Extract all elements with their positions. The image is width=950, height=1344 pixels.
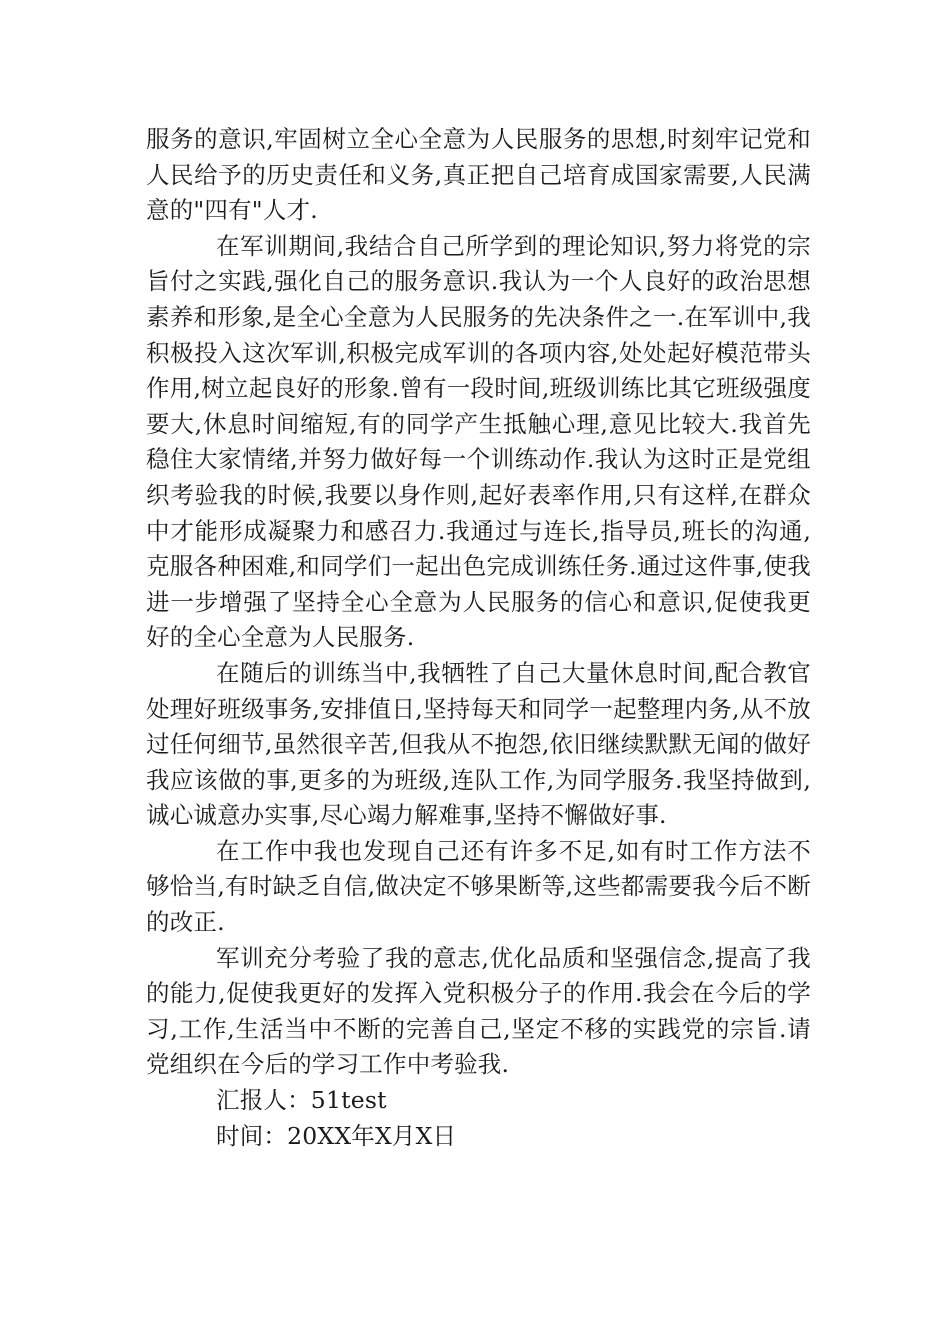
paragraph-continuation: 服务的意识,牢固树立全心全意为人民服务的思想,时刻牢记党和人民给予的历史责任和义务,真正把自己培育成国家需要,人民满意的"四有"人才. (146, 125, 811, 225)
reporter-line: 汇报人：51test (216, 1086, 387, 1115)
paragraph-shortcomings: 在工作中我也发现自己还有许多不足,如有时工作方法不够恰当,有时缺乏自信,做决定不够果断等,这些都需要我今后不断的改正. (146, 836, 811, 937)
paragraph-subsequent-training: 在随后的训练当中,我牺牲了自己大量休息时间,配合教官处理好班级事务,安排值日,坚持每天和同学一起整理内务,从不放过任何细节,虽然很辛苦,但我从不抱怨,依旧继续默默无闻的做好我应该做的事,更多的为班级,连队工作,为同学服务.我坚持做到,诚心诚意办实事,尽心竭力解难事,坚持不懈做好事. (146, 658, 811, 830)
paragraph-military-training: 在军训期间,我结合自己所学到的理论知识,努力将党的宗旨付之实践,强化自己的服务意识.我认为一个人良好的政治思想素养和形象,是全心全意为人民服务的先决条件之一.在军训中,我积极投入这次军训,积极完成军训的各项内容,处处起好模范带头作用,树立起良好的形象.曾有一段时间,班级训练比其它班级强度要大,休息时间缩短,有的同学产生抵触心理,意见比较大.我首先稳住大家情绪,并努力做好每一个训练动作.我认为这时正是党组织考验我的时候,我要以身作则,起好表率作用,只有这样,在群众中才能形成凝聚力和感召力.我通过与连长,指导员,班长的沟通,克服各种困难,和同学们一起出色完成训练任务.通过这件事,使我进一步增强了坚持全心全意为人民服务的信心和意识,促使我更好的全心全意为人民服务. (146, 231, 811, 652)
date-line: 时间：20XX年X月X日 (216, 1121, 457, 1150)
paragraph-conclusion: 军训充分考验了我的意志,优化品质和坚强信念,提高了我的能力,促使我更好的发挥入党积极分子的作用.我会在今后的学习,工作,生活当中不断的完善自己,坚定不移的实践党的宗旨.请党组织在今后的学习工作中考验我. (146, 943, 811, 1079)
document-page (146, 122, 811, 1154)
